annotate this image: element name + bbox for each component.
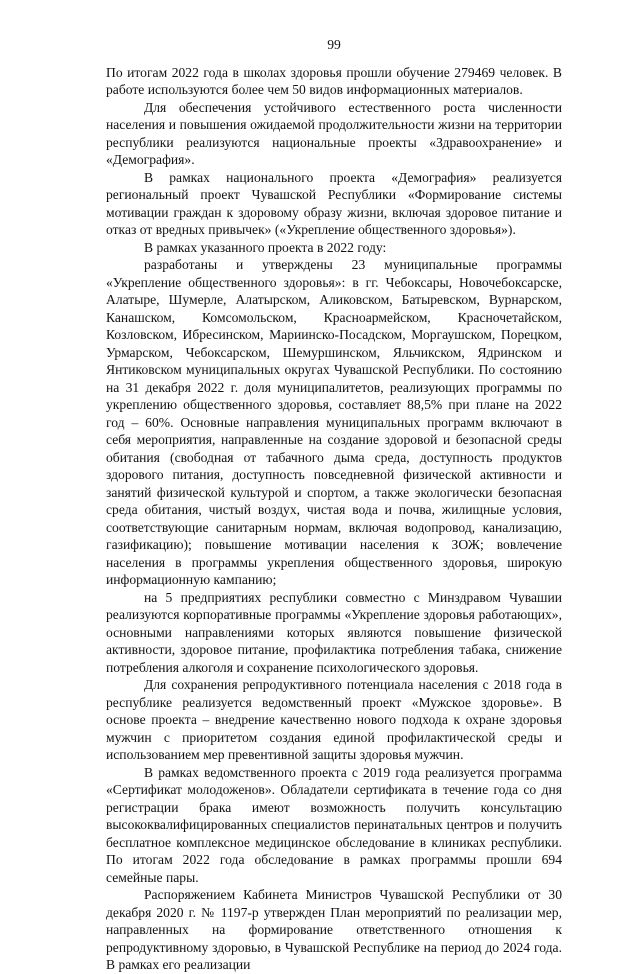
paragraph-reproductive-plan: Распоряжением Кабинета Министров Чувашской Республики от 30 декабря 2020 г. № 1197-р утвержден План мероприятий по реализации мер, направленных на формирование ответственного отношения к репродуктивному здоровью, в Чувашской Республике на период до 2024 года. В рамках его реализации (106, 887, 562, 972)
document-page (106, 36, 562, 974)
paragraph-school-health: По итогам 2022 года в школах здоровья прошли обучение 279469 человек. В работе используются более чем 50 видов информационных материалов. (106, 64, 562, 97)
paragraph-municipal-programs: разработаны и утверждены 23 муниципальные программы «Укрепление общественного здоровья»: в гг. Чебоксары, Новочебоксарске, Алатыре, Шумерле, Алатырском, Аликовском, Батыревском, Вурнарском, Канашском, Комсомольском, Красноармейском, Красночетайском, Козловском, Ибресинском, Мариинско-Посадском, Моргаушском, Порецком, Урмарском, Чебоксарском, Шемуршинском, Яльчикском, Ядринском и Янтиковском муниципальных округах Чувашской Республики. По состоянию на 31 декабря 2022 г. доля муниципалитетов, реализующих программы по укреплению общественного здоровья, составляет 88,5% при плане на 2022 год – 60%. Основные направления муниципальных программ включают в себя мероприятия, направленные на создание здоровой и безопасной среды обитания (свободная от табачного дыма среда, доступность продуктов здорового питания, доступность повседневной физической активности и занятий физической культурой и спортом, а также экологически безопасная среда обитания, чистый воздух, чистая вода и почва, жилищные условия, соответствующие санитарным нормам, включая водопровод, канализацию, газификацию); повышение мотивации населения к ЗОЖ; вовлечение населения в программы укрепления общественного здоровья, широкую информационную кампанию; (106, 257, 562, 587)
paragraph-newlyweds-certificate: В рамках ведомственного проекта с 2019 года реализуется программа «Сертификат молодоженов». Обладатели сертификата в течение года со дня регистрации брака имеют возможность получить консультацию высококвалифицированных специалистов перинатальных центров и получить бесплатное комплексное медицинское обследование в клиниках республики. По итогам 2022 года обследование в рамках программы прошли 694 семейные пары. (106, 764, 562, 885)
paragraph-corporate-programs: на 5 предприятиях республики совместно с Минздравом Чувашии реализуются корпоративные программы «Укрепление здоровья работающих», основными направлениями которых являются повышение физической активности, здоровое питание, профилактика потребления табака, снижение потребления алкоголя и сохранение психологического здоровья. (106, 589, 562, 675)
paragraph-project-2022-intro: В рамках указанного проекта в 2022 году: (144, 239, 387, 255)
paragraph-mens-health: Для сохранения репродуктивного потенциала населения с 2018 года в республике реализуется ведомственный проект «Мужское здоровье». В основе проекта – внедрение качественно нового подхода к охране здоровья мужчин с приоритетом создания единой профилактической среды и использованием мер превентивной защиты здоровья мужчин. (106, 677, 562, 762)
paragraph-national-projects: Для обеспечения устойчивого естественного роста численности населения и повышения ожидаемой продолжительности жизни на территории республики реализуются национальные проекты «Здравоохранение» и «Демография». (106, 99, 562, 167)
paragraph-regional-project: В рамках национального проекта «Демография» реализуется региональный проект Чувашской Республики «Формирование системы мотивации граждан к здоровому образу жизни, включая здоровое питание и отказ от вредных привычек» («Укрепление общественного здоровья»). (106, 169, 562, 237)
page-number: 99 (327, 37, 341, 52)
